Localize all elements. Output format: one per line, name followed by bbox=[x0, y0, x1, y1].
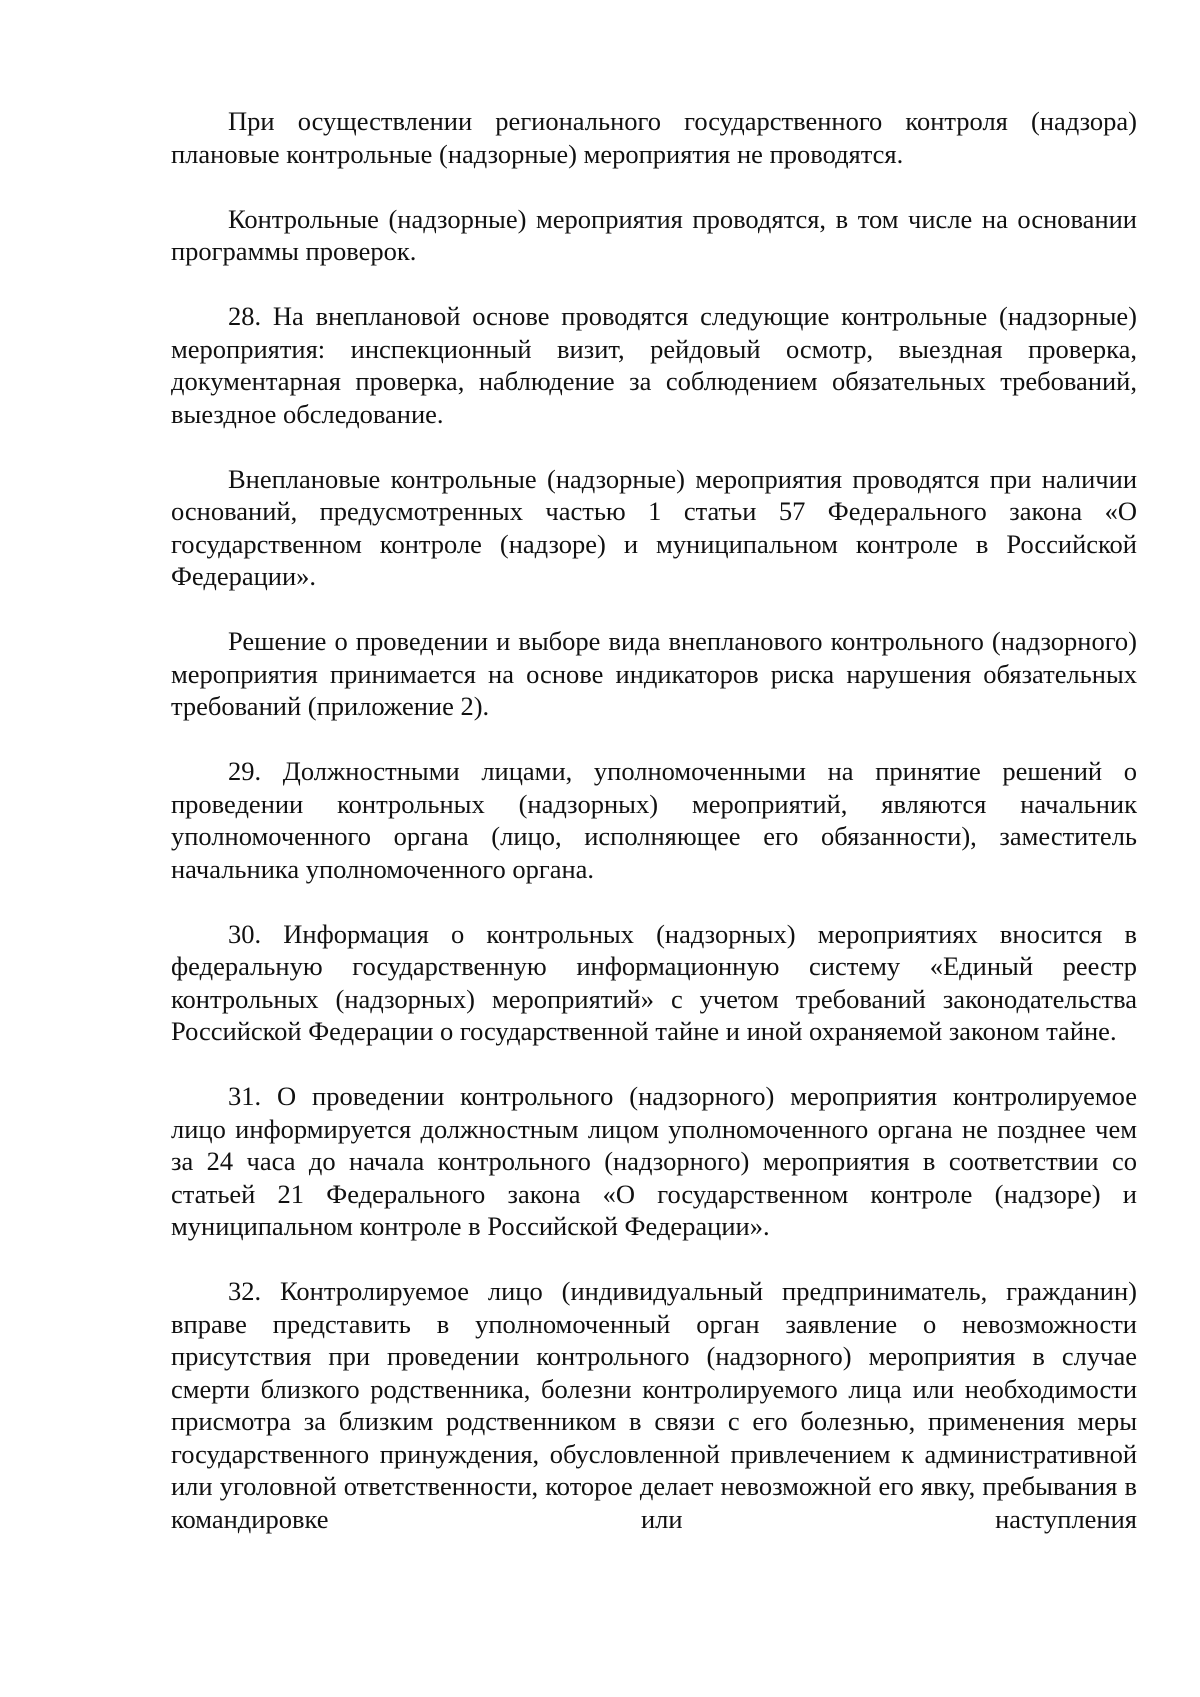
paragraph-30-unified-register: 30. Информация о контрольных (надзорных) мероприятиях вносится в федеральную государственную информационную систему «Единый реестр контрольных (надзорных) мероприятий» с учетом требований законодательства Российской Федерации о государственной тайне и иной охраняемой законом тайне. bbox=[171, 918, 1137, 1046]
paragraph-28-unscheduled-measures: 28. На внеплановой основе проводятся следующие контрольные (надзорные) мероприятия: инспекционный визит, рейдовый осмотр, выездная проверка, документарная проверка, наблюдение за соблюдением обязательных требований, выездное обследование. bbox=[171, 301, 1137, 429]
paragraph-32-absence-statement: 32. Контролируемое лицо (индивидуальный предприниматель, гражданин) вправе представить в уполномоченный орган заявление о невозможности присутствия при проведении контрольного (надзорного) мероприятия в случае смерти близкого родственника, болезни контролируемого лица или необходимости присмотра за близким родственником в связи с его болезнью, применения меры государственного принуждения, обусловленной привлечением к административной или уголовной ответственности, которое делает невозможной его явку, пребывания в командировке или наступления bbox=[171, 1276, 1137, 1534]
paragraph-inspection-program: Контрольные (надзорные) мероприятия проводятся, в том числе на основании программы проверок. bbox=[171, 203, 1137, 266]
paragraph-unscheduled-grounds: Внеплановые контрольные (надзорные) мероприятия проводятся при наличии оснований, предусмотренных частью 1 статьи 57 Федерального закона «О государственном контроле (надзоре) и муниципальном контроле в Российской Федерации». bbox=[171, 463, 1137, 591]
paragraph-risk-indicators-decision: Решение о проведении и выборе вида внепланового контрольного (надзорного) мероприятия принимается на основе индикаторов риска нарушения обязательных требований (приложение 2). bbox=[171, 626, 1137, 721]
paragraph-29-authorized-officials: 29. Должностными лицами, уполномоченными на принятие решений о проведении контрольных (надзорных) мероприятий, являются начальник уполномоченного органа (лицо, исполняющее его обязанности), заместитель начальника уполномоченного органа. bbox=[171, 756, 1137, 884]
paragraph-planned-inspections-not-conducted: При осуществлении регионального государственного контроля (надзора) плановые контрольные (надзорные) мероприятия не проводятся. bbox=[171, 106, 1137, 169]
paragraph-31-notification: 31. О проведении контрольного (надзорного) мероприятия контролируемое лицо информируется должностным лицом уполномоченного органа не позднее чем за 24 часа до начала контрольного (надзорного) мероприятия в соответствии со статьей 21 Федерального закона «О государственном контроле (надзоре) и муниципальном контроле в Российской Федерации». bbox=[171, 1081, 1137, 1241]
document-body bbox=[171, 105, 1137, 1535]
